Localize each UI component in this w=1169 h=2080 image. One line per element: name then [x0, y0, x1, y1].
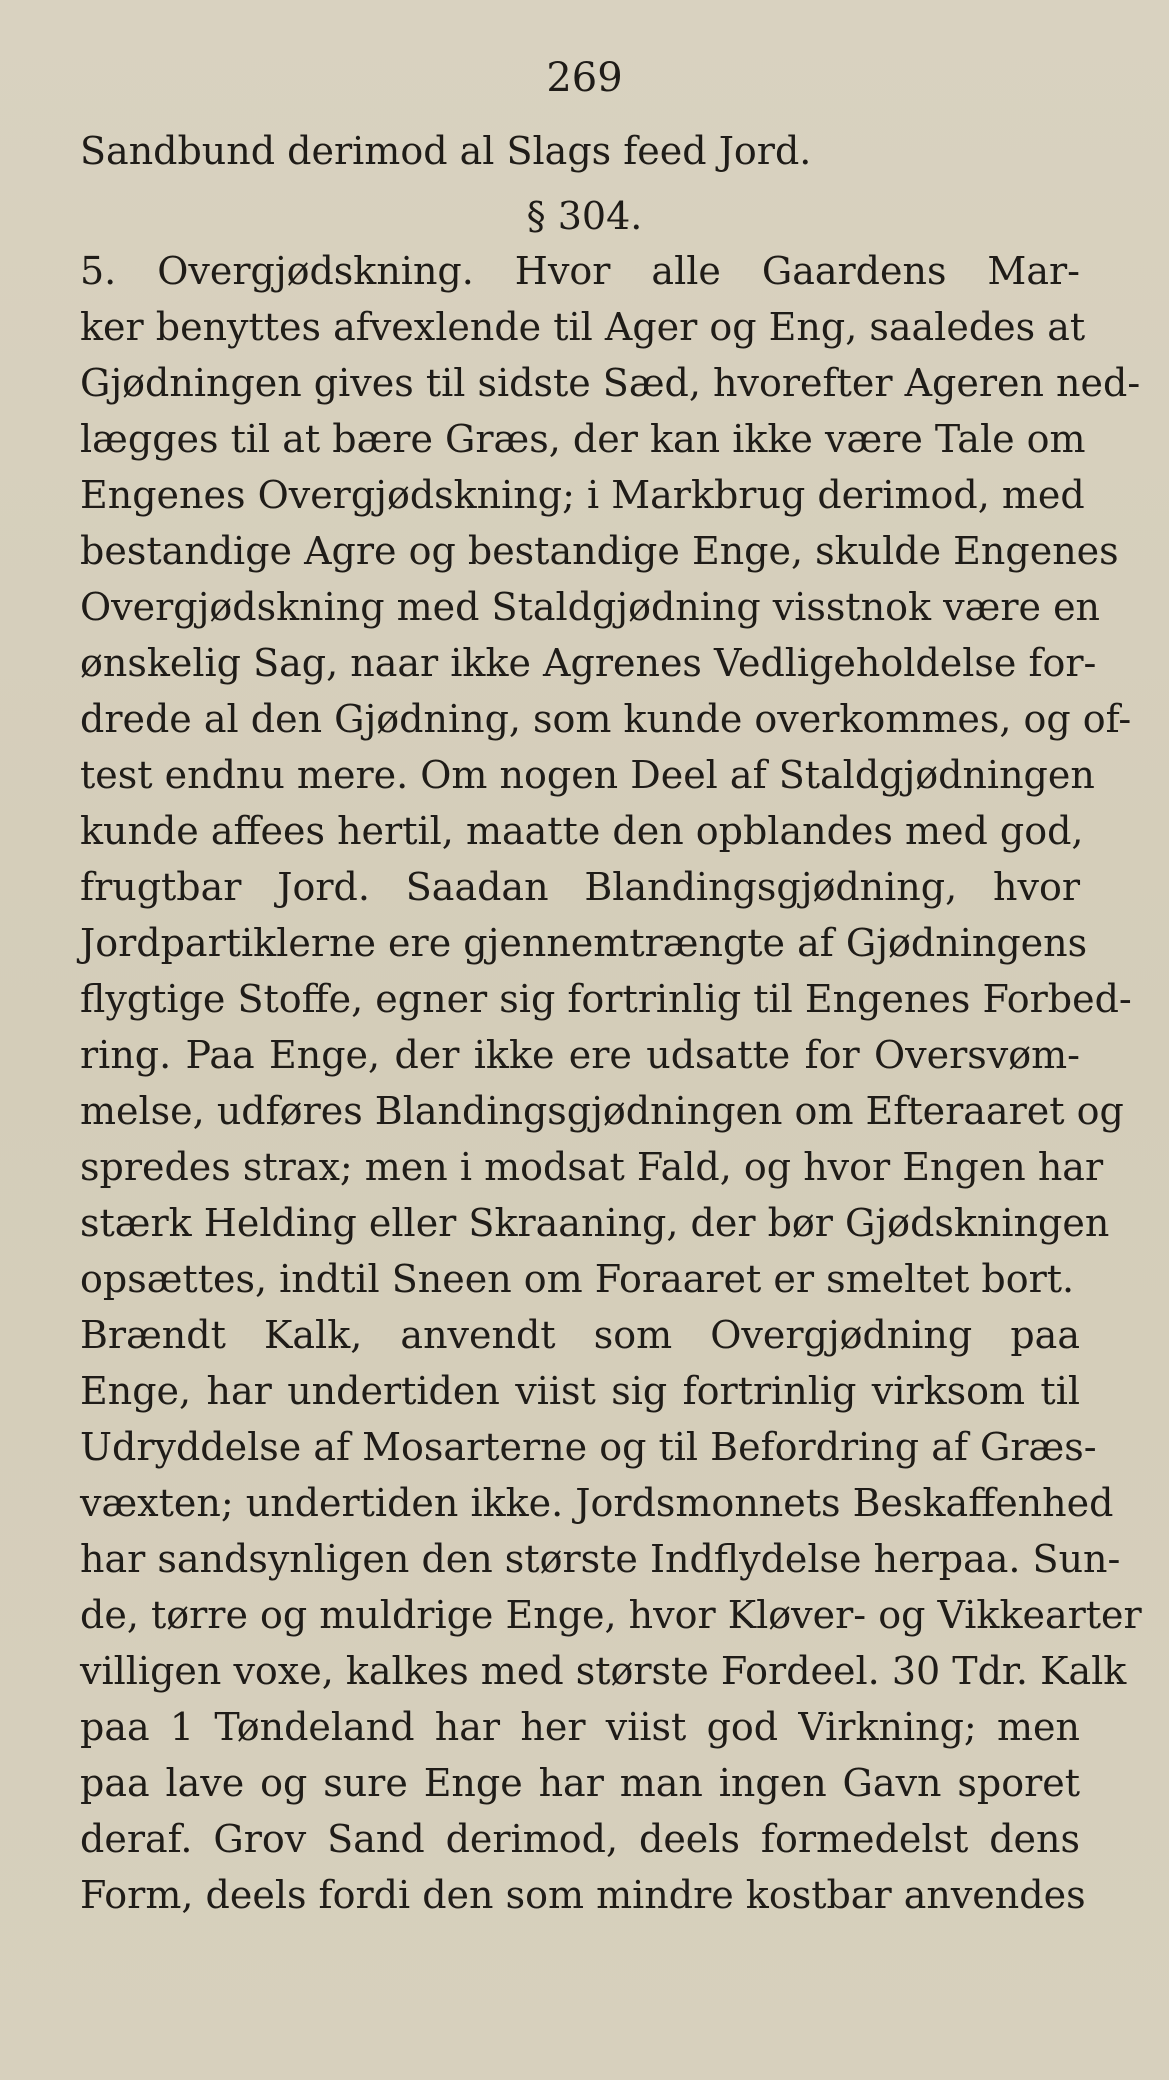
text-line-15: Jordpartiklerne ere gjennemtrængte af Gjødningens: [80, 921, 1088, 965]
text-line-11: drede al den Gjødning, som kunde overkommes, og of-: [80, 697, 1132, 741]
text-line-4: ker benyttes afvexlende til Ager og Eng, saaledes at: [80, 305, 1086, 349]
text-line-20: stærk Helding eller Skraaning, der bør Gjødskningen: [80, 1201, 1110, 1245]
text-line-7: Engenes Overgjødskning; i Markbrug derimod, med: [80, 473, 1085, 517]
text-line-32: Form, deels fordi den som mindre kostbar anvendes: [80, 1873, 1086, 1917]
text-line-16: flygtige Stoffe, egner sig fortrinlig til Engenes Forbed-: [80, 977, 1132, 1021]
text-line-18: melse, udføres Blandingsgjødningen om Efteraaret og: [80, 1089, 1124, 1133]
text-line-23: Enge, har undertiden viist sig fortrinlig virksom til: [80, 1369, 1080, 1413]
text-line-24: Udryddelse af Mosarterne og til Befordring af Græs-: [80, 1425, 1097, 1469]
section-heading: § 304.: [526, 194, 643, 238]
text-line-30: paa lave og sure Enge har man ingen Gavn sporet: [80, 1761, 1080, 1805]
text-line-13: kunde affees hertil, maatte den opblandes med god,: [80, 809, 1084, 853]
text-line-19: spredes strax; men i modsat Fald, og hvor Engen har: [80, 1145, 1104, 1189]
text-line-31: deraf. Grov Sand derimod, deels formedelst dens: [80, 1817, 1080, 1861]
text-line-3: 5. Overgjødskning. Hvor alle Gaardens Mar-: [80, 249, 1080, 293]
text-line-21: opsættes, indtil Sneen om Foraaret er smeltet bort.: [80, 1257, 1075, 1301]
text-line-17: ring. Paa Enge, der ikke ere udsatte for Oversvøm-: [80, 1033, 1080, 1077]
text-line-9: Overgjødskning med Staldgjødning visstnok være en: [80, 585, 1101, 629]
text-line-26: har sandsynligen den største Indflydelse herpaa. Sun-: [80, 1537, 1121, 1581]
text-line-14: frugtbar Jord. Saadan Blandingsgjødning, hvor: [80, 865, 1080, 909]
text-line-8: bestandige Agre og bestandige Enge, skulde Engenes: [80, 529, 1119, 573]
text-line-1: Sandbund derimod al Slags feed Jord.: [80, 129, 812, 173]
text-line-10: ønskelig Sag, naar ikke Agrenes Vedligeholdelse for-: [80, 641, 1097, 685]
text-line-22: Brændt Kalk, anvendt som Overgjødning paa: [80, 1313, 1080, 1357]
text-line-6: lægges til at bære Græs, der kan ikke være Tale om: [80, 417, 1086, 461]
page-number: 269: [546, 55, 623, 101]
text-line-27: de, tørre og muldrige Enge, hvor Kløver- og Vikkearter: [80, 1593, 1142, 1637]
text-line-28: villigen voxe, kalkes med største Fordeel. 30 Tdr. Kalk: [80, 1649, 1127, 1693]
text-line-12: test endnu mere. Om nogen Deel af Staldgjødningen: [80, 753, 1095, 797]
text-line-25: væxten; undertiden ikke. Jordsmonnets Beskaffenhed: [80, 1481, 1114, 1525]
text-line-29: paa 1 Tøndeland har her viist god Virkning; men: [80, 1705, 1080, 1749]
text-line-5: Gjødningen gives til sidste Sæd, hvorefter Ageren ned-: [80, 361, 1141, 405]
